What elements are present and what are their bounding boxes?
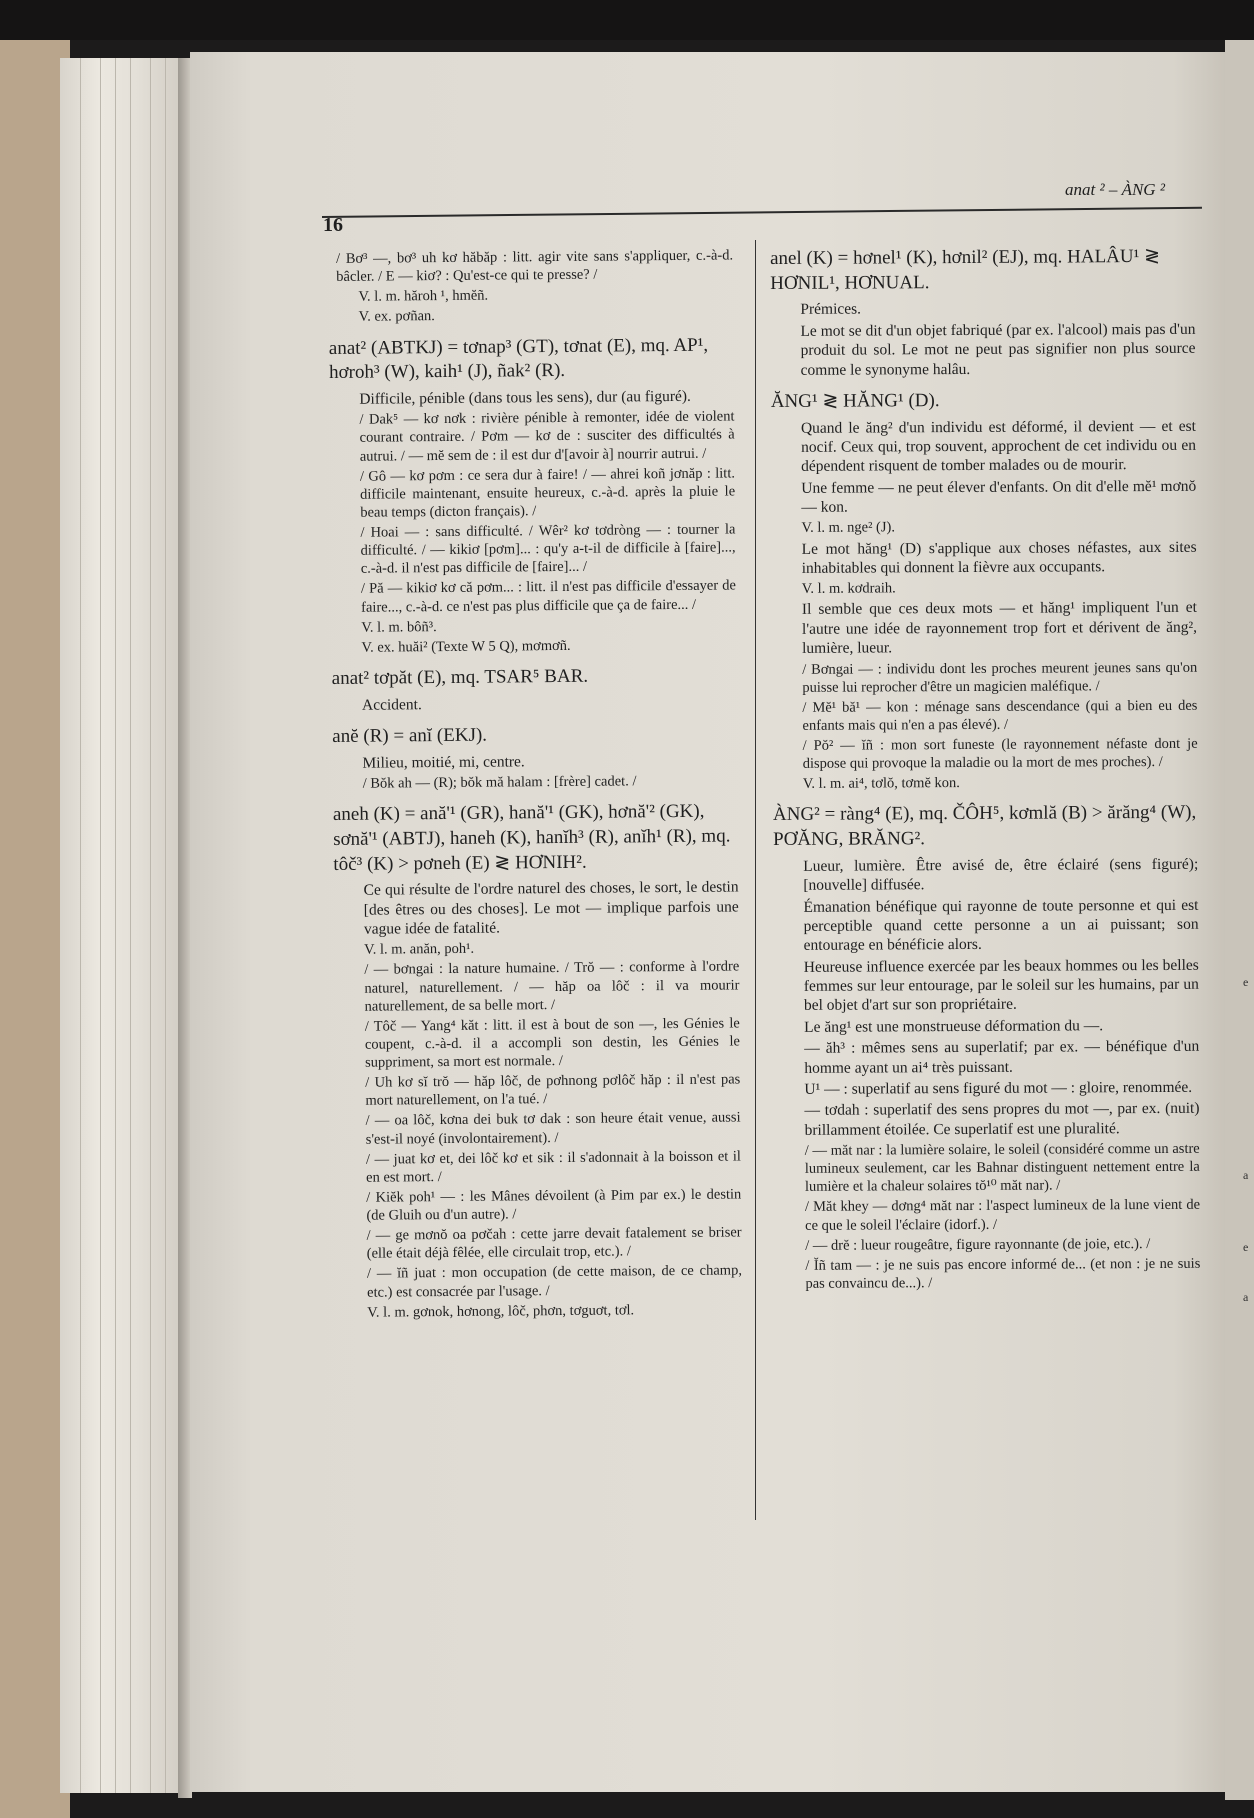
entry-headword: anat² (ABTKJ) = tơnap³ (GT), tơnat (E), mq. AP¹, hơroh³ (W), kaih¹ (J), ñak² (R). xyxy=(328,334,709,384)
cross-reference: V. l. m. nge² (J). xyxy=(801,519,896,537)
cross-reference: V. l. m. anăn, poh¹. xyxy=(364,941,475,959)
entry-headword: anel (K) = hơnel¹ (K), hơnil² (EJ), mq. HALÂU¹ ≷ HƠNIL¹, HƠNUAL. xyxy=(770,245,1161,294)
next-page-letter: e xyxy=(1243,975,1249,989)
cross-reference: V. l. m. kơdraih. xyxy=(801,580,896,598)
cross-reference: V. l. m. bôñ³. xyxy=(361,618,437,636)
entry-paragraph: Le mot hăng¹ (D) s'applique aux choses néfastes, aux sites inhabitables qui donnent la fièvre aux occupants. xyxy=(801,538,1197,577)
entry-example: / — bơngai : la nature humaine. / Trŏ — : conforme à l'ordre naturel, naturellement. / — hăp oa lôč : il va mourir naturellement, de sa belle mort. / xyxy=(364,958,740,1015)
entry-example: / Mĕ¹ bă¹ — kon : ménage sans descendance (qui a bien eu des enfants mais qui n'en a pas élevé). / xyxy=(802,697,1198,734)
page-stack xyxy=(60,58,190,1793)
entry-paragraph: U¹ — : superlatif au sens figuré du mot — : gloire, renommée. xyxy=(804,1078,1193,1098)
entry-example: / Gô — kơ pơm : ce sera dur à faire! / — ahrei koñ jơnăp : litt. difficile maintenant, ensuite heureux, c.-à-d. après la pluie le beau temps (dicton français). / xyxy=(359,465,736,521)
entry-example: / — ĭñ juat : mon occupation (de cette maison, de ce champ, etc.) est consacrée par l'usage. / xyxy=(366,1262,742,1301)
cross-reference: V. l. m. gơnok, hơnong, lôč, phơn, tơguơt, tơl. xyxy=(367,1302,635,1321)
cross-reference: V. l. m. ai⁴, tơlŏ, tơmĕ kon. xyxy=(802,775,960,793)
entry-example: / Ĭñ tam — : je ne suis pas encore informé de... (et non : je ne suis pas convaincu de...). / xyxy=(805,1255,1201,1292)
entry-example: / Uh kơ sĭ trŏ — hăp lôč, de pơhnong pơlôč hăp : il n'est pas mort naturellement, on l'a tué. / xyxy=(365,1071,741,1110)
entry-definition: Difficile, pénible (dans tous les sens), dur (au figuré). xyxy=(359,387,691,408)
entry-paragraph: — ăh³ : mêmes sens au superlatif; par ex. — bénéfique d'un homme ayant un ai⁴ très puissant. xyxy=(804,1037,1200,1077)
background-top xyxy=(0,0,1254,40)
entry-example: / — oa lôč, kơna dei buk tơ dak : son heure était venue, aussi s'est-il noyé (involontairement). / xyxy=(365,1109,741,1148)
entry-example: / Tôč — Yang⁴ kăt : litt. il est à bout de son —, les Génies le coupent, c.-à-d. il a accompli son destin, les Génies le suppriment, sa mort est normale. / xyxy=(364,1015,740,1071)
entry-paragraph: Émanation bénéfique qui rayonne de toute personne et qui est perceptible quand cette personne a un ai puissant; son entourage en bénéficie alors. xyxy=(803,896,1199,955)
entry-example: / Măt khey — dơng⁴ măt nar : l'aspect lumineux de la lune vient de ce que le soleil l'éclaire (idorf.). / xyxy=(804,1197,1201,1234)
next-page-letter: a xyxy=(1243,1168,1249,1182)
cross-reference: V. ex. pơñan. xyxy=(358,308,435,326)
next-page-letter: e xyxy=(1243,1240,1249,1254)
entry-example: / Pŏ² — ĭñ : mon sort funeste (le rayonnement néfaste dont je dispose qui provoque la maladie ou la mort de mes proches). / xyxy=(802,735,1198,773)
entry-headword: ÀNG² = ràng⁴ (E), mq. ČÔH⁵, kơmlă (B) > ărăng⁴ (W), PƠĂNG, BRĂNG². xyxy=(772,802,1197,851)
next-page-letter: a xyxy=(1243,1290,1249,1304)
entry-example: / Bŏk ah — (R); bŏk mă halam : [frère] cadet. / xyxy=(362,773,637,792)
entry-headword: aneh (K) = ană'¹ (GR), hană'¹ (GK), hơnă'² (GK), sơnă'¹ (ABTJ), haneh (K), hanĭh³ (R), anĭh¹ (R), mq. tôč³ (K) > pơneh (E) ≷ HƠNIH². xyxy=(332,800,731,875)
cross-reference: V. ex. huăi² (Texte W 5 Q), mơmơñ. xyxy=(361,637,571,656)
entry-paragraph: Il semble que ces deux mots — et hăng¹ impliquent l'un et l'autre une idée de rayonnement trop fort et dérivent de ăng², lumière, lueur. xyxy=(801,599,1198,658)
entry-example: / — măt nar : la lumière solaire, le soleil (considéré comme un astre lumineux seulement, car les Bahnar distinguent nettement entre la lumière et la chaleur solaires tŏ¹⁰ măt nar). / xyxy=(804,1140,1200,1196)
entry-paragraph: Le mot se dit d'un objet fabriqué (par ex. l'alcool) mais pas d'un produit du sol. Le mot ne peut pas signifier non plus source comme le synonyme halâu. xyxy=(800,320,1196,379)
entry-paragraph: Heureuse influence exercée par les beaux hommes ou les belles femmes sur leur entourage, par le soleil sur les humains, par un bel objet d'art sur son propriétaire. xyxy=(803,956,1199,1015)
entry-paragraph: Prémices. xyxy=(800,300,862,319)
entry-headword: anat² tơpăt (E), mq. TSAR⁵ BAR. xyxy=(331,665,589,689)
entry-paragraph: Une femme — ne peut élever d'enfants. On dit d'elle mĕ¹ mơnŏ — kon. xyxy=(801,477,1197,516)
continuation-text: / Bơ³ —, bơ³ uh kơ hăbăp : litt. agir vite sans s'appliquer, c.-à-d. bâcler. / E — kiơ? : Qu'est-ce qui te presse? / xyxy=(336,247,734,286)
left-column xyxy=(328,246,742,1323)
entry-example: / — juat kơ et, dei lôč kơ et sik : il s'adonnait à la boisson et il en est mort. / xyxy=(365,1148,741,1186)
entry-definition: Accident. xyxy=(361,695,422,714)
right-column xyxy=(770,245,1200,1295)
entry-definition: Milieu, moitié, mi, centre. xyxy=(362,752,525,772)
entry-definition: Ce qui résulte de l'ordre naturel des choses, le sort, le destin [des êtres ou des choses]. Le mot — implique parfois une vague idée de fatalité. xyxy=(363,878,739,938)
entry-headword: ĂNG¹ ≷ HĂNG¹ (D). xyxy=(770,389,940,412)
entry-paragraph: Lueur, lumière. Être avisé de, être éclairé (sens figuré); [nouvelle] diffusée. xyxy=(803,855,1199,895)
cross-reference: V. l. m. hăroh ¹, hmĕñ. xyxy=(358,287,489,305)
entry-example: / Hoai — : sans difficulté. / Wêr² kơ tơdròng — : tourner la difficulté. / — kikiơ [pơm]... : qu'y a-t-il de difficile à [faire]..., c.-à-d. il n'est pas difficile de [faire]... / xyxy=(360,521,736,577)
next-page-edge xyxy=(1225,40,1254,1800)
entry-example: / Kiĕk poh¹ — : les Mânes dévoilent (à Pim par ex.) le destin (de Gluih ou d'un autre). / xyxy=(366,1186,742,1224)
entry-paragraph: — tơdah : superlatif des sens propres du mot —, par ex. (nuit) brillamment étoilée. Ce superlatif est une pluralité. xyxy=(804,1100,1200,1139)
entry-example: / Dak⁵ — kơ nơk : rivière pénible à remonter, idée de violent courant contraire. / Pơm — kơ de : susciter des difficultés à autrui. / — mĕ sem de : il est dur d'[avoir à] nourrir autrui. / xyxy=(359,408,735,465)
page-number: 16 xyxy=(323,214,343,236)
entry-paragraph: Quand le ăng² d'un individu est déformé, il devient — et est nocif. Ceux qui, trop souvent, approchent de cet individu ou en dépendent risquent de tomber malades ou de mourir. xyxy=(800,417,1197,476)
entry-example: / Bơngai — : individu dont les proches meurent jeunes sans qu'on puisse lui reprocher d'être un magicien maléfique. / xyxy=(802,659,1198,696)
entry-paragraph: Le ăng¹ est une monstrueuse déformation du —. xyxy=(804,1017,1104,1036)
entry-example: / Pă — kikiơ kơ că pơm... : litt. il n'est pas difficile d'essayer de faire..., c.-à-d. ce n'est pas plus difficile que ça de faire... / xyxy=(360,577,737,616)
column-divider xyxy=(755,240,756,1520)
entry-example: / — ge mơnŏ oa pơčah : cette jarre devait fatalement se briser (elle était déjà fêlée, elle circulait trop, etc.). / xyxy=(366,1224,742,1263)
entry-headword: anĕ (R) = anĭ (EKJ). xyxy=(332,724,488,747)
running-head: anat ² – ÀNG ² xyxy=(1065,180,1165,199)
entry-example: / — drĕ : lueur rougeâtre, figure rayonnante (de joie, etc.). / xyxy=(805,1235,1151,1254)
